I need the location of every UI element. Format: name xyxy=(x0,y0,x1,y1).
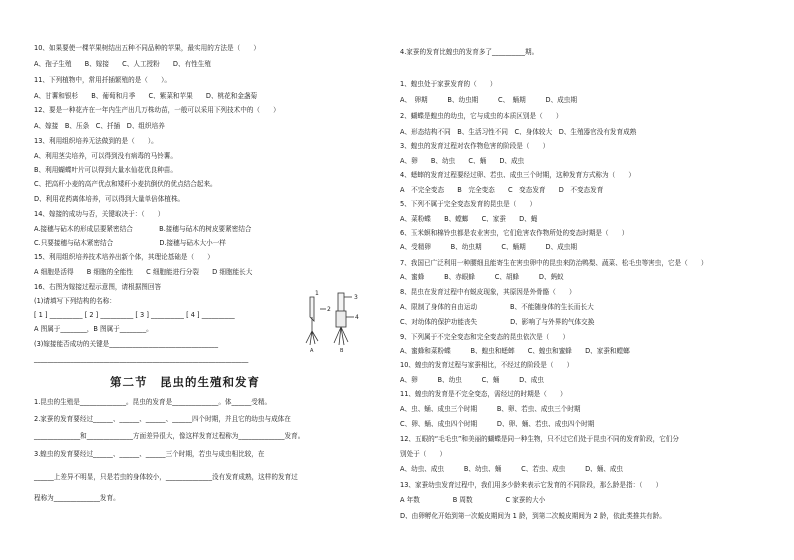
text-line: 2.家蚕的发育要经过______、______、______、______四个时期，并且它的幼虫与成体在 xyxy=(34,415,291,423)
text-line: A、形态结构不同 B、生活习性不同 C、身体较大 D、生殖器官没有发育成熟 xyxy=(400,128,637,136)
text-line: 3.蝗虫的发育要经过______、______、______三个时期，若虫与成虫相比较，在 xyxy=(34,450,265,458)
text-line: C、卵、蛹、成虫四个时期 D、卵、蛹、若虫、成虫四个时期 xyxy=(400,420,595,428)
fig-label-4: 4 xyxy=(355,314,359,321)
text-line: D、由卵孵化开始到第一次蜕皮期间为 1 龄，到第二次蜕皮期间为 2 龄，依此类推共有龄。 xyxy=(400,512,666,520)
fig-label-2: 2 xyxy=(327,306,331,313)
text-line: 别处于（ ） xyxy=(400,450,447,458)
text-line: 6、玉米螟和棉铃虫都是农业害虫，它们危害农作物所处的变态时期是（ ） xyxy=(400,229,629,237)
text-line: B、利用蝴蝶叶片可以得到大量水仙花优良种苗。 xyxy=(34,166,177,174)
text-line: 1、蝗虫处于家蚕发育的（ ） xyxy=(400,80,497,88)
text-line: A、虫、蛹、成虫三个时期 B、卵、若虫、成虫三个时期 xyxy=(400,405,581,413)
text-line: 13、利用组织培养无法做到的是（ ）。 xyxy=(34,137,158,145)
grafting-diagram xyxy=(300,287,362,353)
text-line: 11、蝗虫的发育是不完全变态，需经过的时期是（ ） xyxy=(400,390,567,398)
text-line: A、嫁接 B、压条 C、扦插 D、组织培养 xyxy=(34,122,165,130)
text-line: 8、昆虫在发育过程中有蜕皮现象，其原因是外骨骼（ ） xyxy=(400,288,576,296)
text-line: 程称为______________发育。 xyxy=(34,494,120,502)
text-line: (3)嫁接能否成功的关键是_________________________________ xyxy=(34,340,219,348)
text-line: 12、五眼的“毛毛虫”和美丽的蝴蝶是同一种生物，只不过它们处于昆虫不同的发育阶段，它们分 xyxy=(400,435,679,443)
fig-caption-a: A xyxy=(310,348,314,353)
text-line: A.接穗与砧木的形成层要紧密结合 B.接穗与砧木的树皮要紧密结合 xyxy=(34,225,252,233)
fig-label-3: 3 xyxy=(354,294,358,301)
text-line: A 细胞是活得 B 细胞的全能性 C 细胞能进行分裂 D 细胞能长大 xyxy=(34,268,253,276)
section-title: 第二节 昆虫的生殖和发育 xyxy=(110,375,260,389)
text-line: 16、右图为嫁接过程示意图，请根据图回答 xyxy=(34,283,162,291)
text-line: 9、下列属于不完全变态和完全变态的昆虫依次是（ ） xyxy=(400,333,570,341)
text-line: C、对幼体的保护功能丧失 D、影响了与外界的气体交换 xyxy=(400,318,595,326)
text-line: A、 卵期 B、幼虫期 C、 蛹期 D、成虫期 xyxy=(400,96,577,104)
text-line: A、受精卵 B、幼虫期 C、蛹期 D、成虫期 xyxy=(400,243,577,251)
text-line: A、孢子生殖 B、嫁接 C、人工授粉 D、有性生殖 xyxy=(34,60,211,68)
text-line: 10、蝗虫的发育过程与家蚕相比，不经过的阶段是（ ） xyxy=(400,361,574,369)
text-line: A、蜜蜂和菜粉蝶 B、蝗虫和蟋蟀 C、蝗虫和蜜蜂 D、家蚕和螳螂 xyxy=(400,347,630,355)
text-line: A、幼虫、成虫 B、幼虫、蛹 C、若虫、成虫 D、蛹、成虫 xyxy=(400,465,624,473)
text-line: ______________和______________方面差异很大，像这样发育过程称为______________发育。 xyxy=(34,432,305,440)
text-line: 5、下列不属于完全变态发育的昆虫是（ ） xyxy=(400,200,537,208)
text-line: A、利用茎尖培养，可以得到没有病毒的马铃薯。 xyxy=(34,152,177,160)
text-line: 1.昆虫的生殖是______________。昆虫的发育是______________。体______受精。 xyxy=(34,398,272,406)
text-line: 14、嫁接的成功与否，关键取决于：（ ） xyxy=(34,210,165,218)
fig-label-1: 1 xyxy=(315,290,319,297)
text-line: A、卵 B、幼虫 C、蛹 D、成虫 xyxy=(400,376,544,384)
text-line: 3、蝗虫的发育过程对农作物危害的阶段是（ ） xyxy=(400,142,550,150)
text-line: A、菜粉蝶 B、螳螂 C、家蚕 D、蝇 xyxy=(400,215,538,223)
text-line: A、蜜蜂 B、赤眼蜂 C、胡蜂 D、蚂蚁 xyxy=(400,273,564,281)
text-line: 11、下列植物中，常用扦插繁殖的是（ ）。 xyxy=(34,76,171,84)
text-line: _________________________________________________________________ xyxy=(34,355,249,363)
text-line: 4、蟋蟀的发育过程要经过卵、若虫、成虫三个时期，这种发育方式称为（ ） xyxy=(400,171,635,179)
text-line: A、卵 B、幼虫 C、蛹 D、成虫 xyxy=(400,157,525,165)
text-line: [ 1 ] __________ [ 2 ] __________ [ 3 ] __________ [ 4 ] __________ xyxy=(34,311,235,319)
text-line: A 不完全变态 B 完全变态 C 变态发育 D 不变态发育 xyxy=(400,186,604,194)
text-line: 12、要是一种花卉在一年内生产出几万株幼苗，一般可以采用下列技术中的（ ） xyxy=(34,106,280,114)
text-line: C.只要接穗与砧木紧密结合 D.接穗与砧木大小一样 xyxy=(34,239,226,247)
text-line: 7、我国已广泛利用一种腰细且能寄生在害虫卵中的昆虫来防治鸭梨、蔬菜、松毛虫等害虫，它是（ ） xyxy=(400,259,708,267)
fig-caption-b: B xyxy=(340,348,344,353)
text-line: 13、家蚕幼虫发育过程中，我们用多少龄来表示它发育的不同阶段，那么龄是指：（ ） xyxy=(400,481,663,489)
text-line: ______上差异不明显，只是若虫的身体较小，______________没有发育成熟，这样的发育过 xyxy=(34,473,298,481)
graft-figure-a xyxy=(306,297,326,345)
text-line: D、利用花药离体培养，可以得到大量单倍体植株。 xyxy=(34,195,185,203)
text-line: A 图属于________，B 图属于________。 xyxy=(34,325,153,333)
text-line: 4.家蚕的发育比蝗虫的发育多了__________期。 xyxy=(400,48,539,56)
text-line: A 年数 B 周数 C 家蚕的大小 xyxy=(400,496,546,504)
text-line: 10、如果要使一棵苹果树结出五种不同品种的苹果，最实用的方法是（ ） xyxy=(34,44,260,52)
text-line: A、限制了身体的自由运动 B、不能随身体的生长而长大 xyxy=(400,303,594,311)
text-line: C、把高秆小麦的高产优点和矮秆小麦抗倒伏的优点结合起来。 xyxy=(34,180,217,188)
graft-figure-b xyxy=(334,293,354,345)
text-line: (1)请填写下列结构的名称： xyxy=(34,297,116,305)
text-line: 2、蝴蝶是蝗虫的幼虫，它与成虫的本质区别是（ ） xyxy=(400,112,563,120)
text-line: A、甘薯和银杉 B、葡萄和月季 C、紫菜和苹果 D、桃花和金盏菊 xyxy=(34,92,258,100)
text-line: 15、利用组织培养技术培养出新个体，其理论基础是（ ） xyxy=(34,253,214,261)
